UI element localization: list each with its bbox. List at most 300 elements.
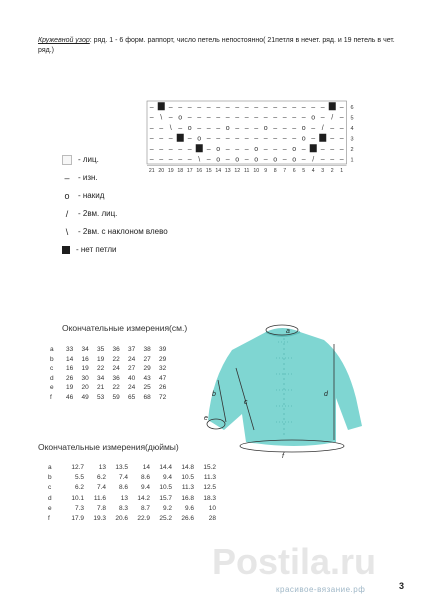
stitch-mark: – <box>168 135 173 143</box>
row-key: e <box>50 384 54 392</box>
pattern-text: : ряд. 1 - 6 форм. раппорт, число петель непостоянно( 21петля в нечет. ряд. и 19 петель в чет. ряд.) <box>38 37 395 54</box>
stitch-mark: – <box>320 103 325 111</box>
stitch-mark: – <box>244 135 249 143</box>
table-row <box>50 364 175 374</box>
table-cell: 19 <box>66 384 74 392</box>
stitch-mark: o <box>187 124 192 132</box>
stitch-mark: – <box>254 114 259 122</box>
table-cell: 22.9 <box>137 515 150 523</box>
table-cell: 8.6 <box>118 484 128 492</box>
no-stitch-mark <box>310 144 317 152</box>
stitch-mark: – <box>206 124 211 132</box>
table-row <box>50 393 175 403</box>
table-cell: 10 <box>208 504 216 512</box>
column-number: 17 <box>186 168 193 174</box>
stitch-mark: – <box>339 103 344 111</box>
stitch-mark: – <box>149 124 154 132</box>
stitch-mark: / <box>321 124 324 132</box>
stitch-mark: – <box>273 145 278 153</box>
stitch-mark: – <box>311 135 316 143</box>
table-cell: 34 <box>81 346 89 354</box>
row-number: 6 <box>350 104 354 111</box>
slash-icon: / <box>65 208 69 219</box>
no-stitch-mark <box>196 144 203 152</box>
stitch-mark: – <box>282 156 287 164</box>
stitch-mark: – <box>216 114 221 122</box>
stitch-mark: – <box>301 114 306 122</box>
table-cell: 36 <box>112 346 120 354</box>
table-row <box>48 513 216 523</box>
label-a: a <box>286 328 290 335</box>
stitch-mark: o <box>263 124 268 132</box>
column-number: 11 <box>244 168 250 174</box>
stitch-mark: o <box>216 145 221 153</box>
stitch-mark: – <box>273 124 278 132</box>
stitch-mark: o <box>216 156 221 164</box>
stitch-mark: – <box>292 103 297 111</box>
table-cell: 36 <box>112 374 120 382</box>
table-cell: 47 <box>159 374 167 382</box>
stitch-mark: / <box>331 114 334 122</box>
row-key: c <box>48 484 52 492</box>
column-number: 1 <box>340 168 344 174</box>
column-number: 9 <box>264 168 268 174</box>
stitch-mark: – <box>178 103 183 111</box>
stitch-mark: o <box>301 135 306 143</box>
table-cell: 12.5 <box>203 484 216 492</box>
stitch-mark: – <box>168 103 173 111</box>
table-cell: 38 <box>143 346 151 354</box>
table-cell: 9.4 <box>140 484 150 492</box>
page-number: 3 <box>399 581 405 591</box>
cm-table-title: Окончательные измерения(см.) <box>62 323 188 333</box>
label-e: e <box>204 415 208 422</box>
table-cell: 16 <box>81 355 89 363</box>
stitch-mark: – <box>187 135 192 143</box>
stitch-mark: o <box>197 135 202 143</box>
legend-label: - 2вм. лиц. <box>78 209 118 218</box>
table-cell: 6.2 <box>96 473 106 481</box>
column-number: 20 <box>158 168 165 174</box>
site-watermark: красивое-вязание.рф <box>276 585 366 594</box>
stitch-mark: – <box>216 103 221 111</box>
table-cell: 35 <box>97 346 105 354</box>
stitch-mark: o <box>225 124 230 132</box>
postila-logo-icon <box>212 542 402 582</box>
table-cell: 22 <box>112 384 120 392</box>
sweater-schematic <box>196 318 366 460</box>
row-number: 2 <box>350 146 354 153</box>
table-cell: 26.6 <box>181 515 194 523</box>
table-cell: 5.5 <box>74 473 84 481</box>
column-number: 2 <box>330 168 334 174</box>
stitch-mark: – <box>178 124 183 132</box>
sweater-body <box>208 328 362 446</box>
table-row <box>50 355 175 365</box>
stitch-mark: o <box>301 124 306 132</box>
table-cell: 26 <box>159 384 167 392</box>
table-cell: 17.9 <box>71 515 84 523</box>
stitch-mark: \ <box>169 124 172 132</box>
legend-item-no-stitch <box>62 242 168 257</box>
table-cell: 49 <box>81 393 89 401</box>
column-number: 3 <box>321 168 325 174</box>
stitch-mark: – <box>225 135 230 143</box>
stitch-mark: – <box>168 145 173 153</box>
table-cell: 8.3 <box>118 504 128 512</box>
table-cell: 24 <box>128 384 136 392</box>
table-cell: 15.7 <box>159 494 172 502</box>
table-cell: 72 <box>159 393 167 401</box>
stitch-mark: o <box>235 156 240 164</box>
table-cell: 40 <box>128 374 136 382</box>
stitch-mark: – <box>263 145 268 153</box>
table-cell: 19 <box>97 355 105 363</box>
stitch-mark: – <box>301 145 306 153</box>
table-cell: 10.5 <box>159 484 172 492</box>
stitch-mark: – <box>235 103 240 111</box>
no-stitch-mark <box>329 102 336 110</box>
label-b: b <box>212 391 216 398</box>
stitch-mark: – <box>301 156 306 164</box>
table-cell: 29 <box>159 355 167 363</box>
stitch-mark: – <box>149 156 154 164</box>
label-c: c <box>244 399 248 406</box>
pattern-description <box>38 36 398 56</box>
column-number: 5 <box>302 168 306 174</box>
dash-icon: – <box>64 172 70 183</box>
stitch-mark: – <box>159 124 164 132</box>
table-cell: 14 <box>66 355 74 363</box>
table-cell: 18.3 <box>203 494 216 502</box>
row-key: f <box>50 393 52 401</box>
column-number: 4 <box>311 168 315 174</box>
row-number: 1 <box>350 157 354 164</box>
stitch-mark: o <box>178 114 183 122</box>
legend-label: - изн. <box>78 173 98 182</box>
legend-label: - лиц. <box>78 155 99 164</box>
stitch-mark: – <box>235 135 240 143</box>
stitch-mark: – <box>225 103 230 111</box>
stitch-mark: – <box>159 135 164 143</box>
column-number: 14 <box>215 168 222 174</box>
row-number: 4 <box>350 125 354 132</box>
column-number: 6 <box>292 168 296 174</box>
legend-item-k2tog <box>62 206 168 221</box>
table-cell: 27 <box>143 355 151 363</box>
backslash-icon: \ <box>65 226 69 237</box>
table-cell: 26 <box>66 374 74 382</box>
row-key: e <box>48 504 52 512</box>
stitch-mark: – <box>263 114 268 122</box>
stitch-mark: – <box>187 145 192 153</box>
stitch-mark: – <box>244 103 249 111</box>
stitch-mark: – <box>244 156 249 164</box>
stitch-mark: – <box>235 145 240 153</box>
table-cell: 16.8 <box>181 494 194 502</box>
table-cell: 30 <box>81 374 89 382</box>
table-cell: 33 <box>66 346 74 354</box>
stitch-mark: – <box>206 135 211 143</box>
table-cell: 13 <box>98 463 106 471</box>
stitch-mark: – <box>282 103 287 111</box>
table-row <box>50 374 175 384</box>
table-cell: 37 <box>128 346 136 354</box>
table-cell: 43 <box>143 374 151 382</box>
table-cell: 20 <box>81 384 89 392</box>
stitch-mark: – <box>320 114 325 122</box>
row-key: d <box>48 494 52 502</box>
stitch-mark: – <box>320 156 325 164</box>
stitch-mark: – <box>254 103 259 111</box>
legend-item-yarnover <box>62 188 168 203</box>
stitch-mark: – <box>263 103 268 111</box>
stitch-mark: – <box>197 114 202 122</box>
label-d: d <box>324 391 328 398</box>
row-key: a <box>50 346 54 354</box>
sweater-image <box>196 318 366 460</box>
label-f: f <box>282 453 284 460</box>
stitch-mark: – <box>149 103 154 111</box>
table-cell: 10.1 <box>71 494 84 502</box>
stitch-mark: – <box>254 124 259 132</box>
column-number: 10 <box>253 168 260 174</box>
no-stitch-mark <box>177 134 184 142</box>
row-key: d <box>50 374 54 382</box>
stitch-mark: – <box>273 135 278 143</box>
table-cell: 8.7 <box>140 504 150 512</box>
stitch-mark: – <box>273 114 278 122</box>
stitch-mark: – <box>339 124 344 132</box>
row-number: 3 <box>350 136 354 143</box>
table-cell: 12.7 <box>71 463 84 471</box>
table-cell: 14.4 <box>159 463 172 471</box>
table-cell: 32 <box>159 365 167 373</box>
stitch-mark: – <box>339 156 344 164</box>
stitch-mark: – <box>282 145 287 153</box>
row-key: b <box>48 473 52 481</box>
table-cell: 11.3 <box>203 473 216 481</box>
table-row <box>48 503 216 513</box>
stitch-mark: – <box>330 135 335 143</box>
table-cell: 24 <box>128 355 136 363</box>
stitch-mark: o <box>254 145 259 153</box>
column-number: 12 <box>234 168 241 174</box>
symbol-legend <box>62 152 168 260</box>
table-cell: 65 <box>128 393 136 401</box>
table-cell: 7.3 <box>74 504 84 512</box>
stitch-mark: – <box>187 114 192 122</box>
table-cell: 14.2 <box>137 494 150 502</box>
table-cell: 34 <box>97 374 105 382</box>
legend-label: - нет петли <box>76 245 117 254</box>
stitch-mark: – <box>301 103 306 111</box>
stitch-mark: – <box>159 145 164 153</box>
stitch-mark: – <box>216 124 221 132</box>
column-number: 21 <box>148 168 155 174</box>
stitch-mark: – <box>149 114 154 122</box>
table-cell: 29 <box>143 365 151 373</box>
table-cell: 53 <box>97 393 105 401</box>
table-cell: 20.6 <box>115 515 128 523</box>
stitch-mark: – <box>244 145 249 153</box>
stitch-mark: – <box>282 114 287 122</box>
table-cell: 11.6 <box>93 494 106 502</box>
table-cell: 9.2 <box>162 504 172 512</box>
table-cell: 25 <box>143 384 151 392</box>
table-cell: 14.8 <box>181 463 194 471</box>
stitch-mark: – <box>292 124 297 132</box>
table-row <box>48 462 216 472</box>
stitch-mark: – <box>235 124 240 132</box>
stitch-mark: – <box>282 135 287 143</box>
table-cell: 28 <box>208 515 216 523</box>
stitch-mark: – <box>263 135 268 143</box>
table-cell: 22 <box>112 355 120 363</box>
column-number: 13 <box>224 168 231 174</box>
stitch-mark: \ <box>198 156 201 164</box>
table-cell: 59 <box>112 393 120 401</box>
table-cell: 6.2 <box>74 484 84 492</box>
table-cell: 14 <box>142 463 150 471</box>
filled-square-icon <box>62 246 70 254</box>
legend-label: - накид <box>78 191 105 200</box>
stitch-mark: – <box>339 145 344 153</box>
stitch-mark: – <box>254 135 259 143</box>
table-cell: 13 <box>120 494 128 502</box>
postila-logo-text: Postila.ru <box>212 541 377 582</box>
row-key: f <box>48 515 50 523</box>
stitch-mark: – <box>320 145 325 153</box>
stitch-mark: – <box>197 103 202 111</box>
table-cell: 39 <box>159 346 167 354</box>
stitch-mark: – <box>178 156 183 164</box>
table-cell: 46 <box>66 393 74 401</box>
stitch-mark: – <box>235 114 240 122</box>
table-cell: 10.5 <box>181 473 194 481</box>
stitch-mark: – <box>311 103 316 111</box>
pattern-title: Кружевной узор <box>38 37 90 44</box>
stitch-mark: – <box>282 124 287 132</box>
table-row <box>48 472 216 482</box>
table-cell: 11.3 <box>181 484 194 492</box>
stitch-mark: – <box>225 156 230 164</box>
table-cell: 7.8 <box>96 504 106 512</box>
table-cell: 9.4 <box>162 473 172 481</box>
cm-table <box>50 345 175 402</box>
table-cell: 7.4 <box>96 484 106 492</box>
stitch-mark: – <box>149 135 154 143</box>
table-cell: 22 <box>97 365 105 373</box>
inches-table-title: Окончательные измерения(дюймы) <box>38 442 179 452</box>
stitch-mark: – <box>216 135 221 143</box>
table-cell: 19.3 <box>93 515 106 523</box>
stitch-mark: – <box>330 156 335 164</box>
stitch-mark: – <box>263 156 268 164</box>
lace-chart-svg <box>144 98 354 180</box>
stitch-mark: / <box>312 156 315 164</box>
stitch-mark: – <box>206 103 211 111</box>
row-number: 5 <box>350 115 354 122</box>
table-cell: 21 <box>97 384 105 392</box>
column-number: 15 <box>205 168 212 174</box>
no-stitch-mark <box>158 102 165 110</box>
legend-item-purl <box>62 170 168 185</box>
table-row <box>50 345 175 355</box>
row-key: c <box>50 365 54 373</box>
stitch-mark: – <box>187 103 192 111</box>
stitch-mark: – <box>244 124 249 132</box>
stitch-mark: – <box>339 114 344 122</box>
stitch-mark: – <box>273 103 278 111</box>
no-stitch-mark <box>319 134 326 142</box>
column-number: 8 <box>273 168 277 174</box>
table-cell: 24 <box>112 365 120 373</box>
column-number: 7 <box>283 168 287 174</box>
stitch-mark: – <box>149 145 154 153</box>
table-cell: 25.2 <box>159 515 172 523</box>
legend-label: - 2вм. с наклоном влево <box>78 227 168 236</box>
circle-icon: o <box>64 190 70 201</box>
stitch-mark: – <box>206 156 211 164</box>
postila-watermark <box>212 542 402 582</box>
stitch-mark: – <box>168 114 173 122</box>
legend-item-ssk <box>62 224 168 239</box>
stitch-mark: o <box>292 145 297 153</box>
table-row <box>48 493 216 503</box>
stitch-mark: – <box>197 124 202 132</box>
lace-chart <box>144 98 354 180</box>
table-cell: 7.4 <box>118 473 128 481</box>
inches-table <box>48 462 216 524</box>
table-cell: 27 <box>128 365 136 373</box>
stitch-mark: o <box>292 156 297 164</box>
stitch-mark: o <box>311 114 316 122</box>
table-cell: 68 <box>143 393 151 401</box>
table-cell: 19 <box>81 365 89 373</box>
stitch-mark: – <box>206 145 211 153</box>
stitch-mark: \ <box>160 114 163 122</box>
legend-item-knit <box>62 152 168 167</box>
stitch-mark: – <box>225 114 230 122</box>
empty-square-icon <box>62 155 72 165</box>
table-cell: 8.6 <box>140 473 150 481</box>
stitch-mark: – <box>206 114 211 122</box>
stitch-mark: – <box>339 135 344 143</box>
table-cell: 9.6 <box>184 504 194 512</box>
stitch-mark: – <box>178 145 183 153</box>
stitch-mark: – <box>330 145 335 153</box>
stitch-mark: o <box>273 156 278 164</box>
row-key: b <box>50 355 54 363</box>
table-cell: 15.2 <box>203 463 216 471</box>
stitch-mark: o <box>254 156 259 164</box>
stitch-mark: – <box>292 135 297 143</box>
column-number: 18 <box>177 168 184 174</box>
column-number: 19 <box>167 168 174 174</box>
table-cell: 16 <box>66 365 74 373</box>
stitch-mark: – <box>187 156 192 164</box>
stitch-mark: – <box>330 124 335 132</box>
stitch-mark: – <box>292 114 297 122</box>
stitch-mark: – <box>168 156 173 164</box>
table-row <box>48 483 216 493</box>
column-number: 16 <box>196 168 203 174</box>
stitch-mark: – <box>244 114 249 122</box>
table-row <box>50 383 175 393</box>
row-key: a <box>48 463 52 471</box>
table-cell: 13.5 <box>115 463 128 471</box>
